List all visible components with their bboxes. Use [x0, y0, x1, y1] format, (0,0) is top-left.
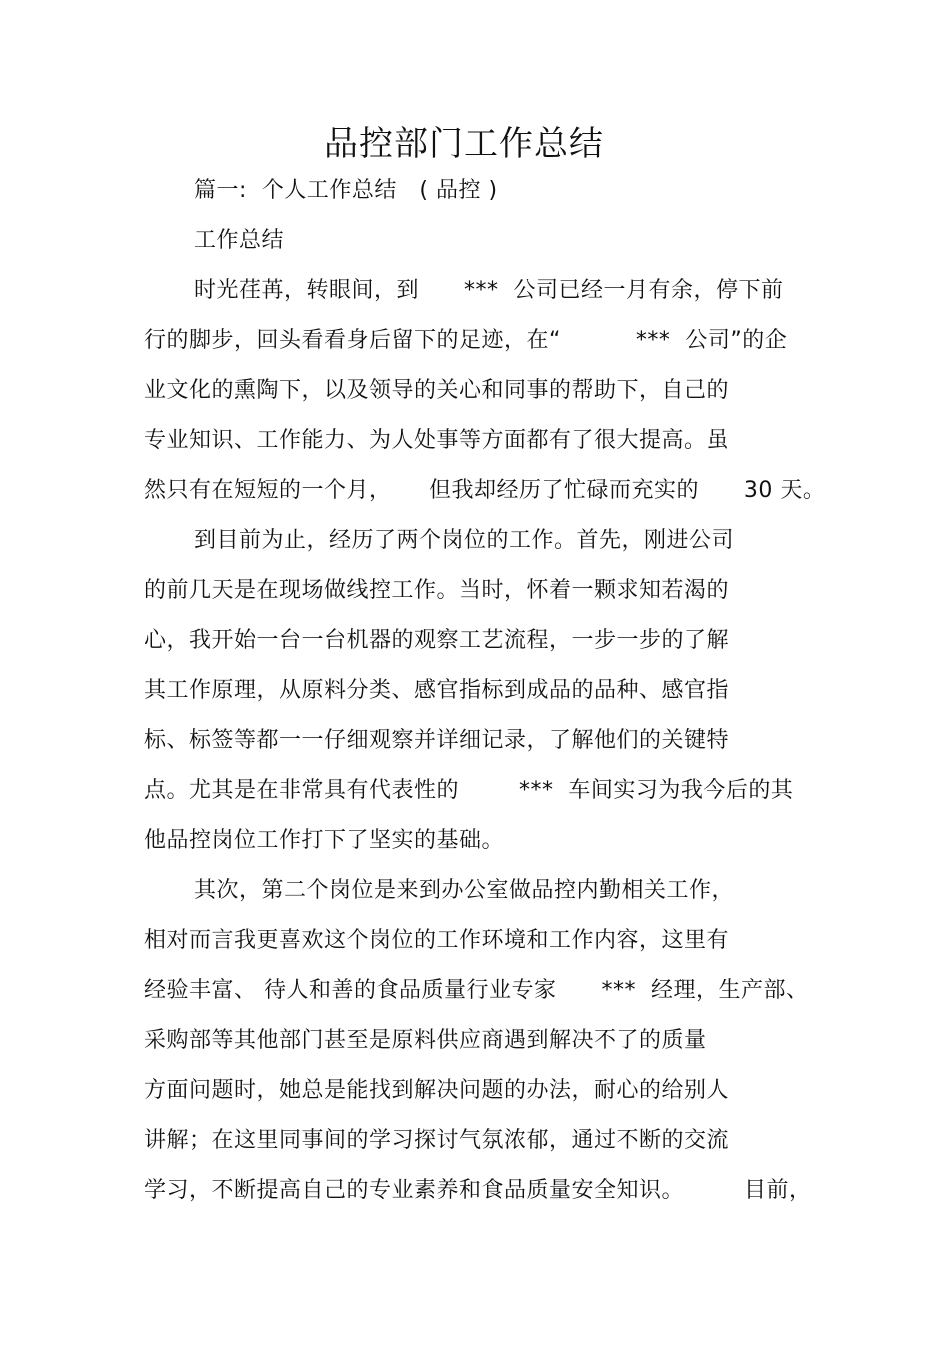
paragraph-line: 其工作原理，从原料分类、感官指标到成品的品种、感官指	[144, 678, 730, 703]
paragraph-line: 他品控岗位工作打下了坚实的基础。	[144, 828, 505, 853]
paragraph-line: 标、标签等都一一仔细观察并详细记录，了解他们的关键特	[144, 728, 730, 753]
paragraph-line: 到目前为止，经历了两个岗位的工作。首先，刚进公司	[194, 528, 735, 553]
paragraph-line: 其次，第二个岗位是来到办公室做品控内勤相关工作，	[194, 878, 735, 903]
document-title: 品控部门工作总结	[324, 124, 604, 164]
paragraph-line: 时光荏苒，转眼间，到 *** 公司已经一月有余，停下前	[194, 278, 784, 303]
paragraph-line: 行的脚步，回头看看身后留下的足迹，在“ *** 公司”的企	[144, 328, 788, 353]
paragraph-line: 经验丰富、 待人和善的食品质量行业专家 *** 经理，生产部、	[144, 978, 809, 1003]
paragraph-line: 学习，不断提高自己的专业素养和食品质量安全知识。 目前，	[144, 1178, 812, 1203]
paragraph-line: 讲解；在这里同事间的学习探讨气氛浓郁，通过不断的交流	[144, 1128, 730, 1153]
paragraph-line: 点。尤其是在非常具有代表性的 *** 车间实习为我今后的其	[144, 778, 794, 803]
paragraph-line: 专业知识、工作能力、为人处事等方面都有了很大提高。虽	[144, 428, 730, 453]
paragraph-line: 心，我开始一台一台机器的观察工艺流程，一步一步的了解	[144, 628, 730, 653]
paragraph-line: 业文化的熏陶下，以及领导的关心和同事的帮助下，自己的	[144, 378, 730, 403]
paragraph-line: 相对而言我更喜欢这个岗位的工作环境和工作内容，这里有	[144, 928, 730, 953]
paragraph-line: 然只有在短短的一个月， 但我却经历了忙碌而充实的 30 天。	[144, 478, 826, 503]
paragraph-line: 方面问题时，她总是能找到解决问题的办法，耐心的给别人	[144, 1078, 730, 1103]
paragraph-line: 采购部等其他部门甚至是原料供应商遇到解决不了的质量	[144, 1028, 707, 1053]
section-heading: 篇一: 个人工作总结 ( 品控 )	[194, 178, 498, 203]
paragraph-line: 的前几天是在现场做线控工作。当时，怀着一颗求知若渴的	[144, 578, 730, 603]
subheading: 工作总结	[194, 228, 285, 253]
